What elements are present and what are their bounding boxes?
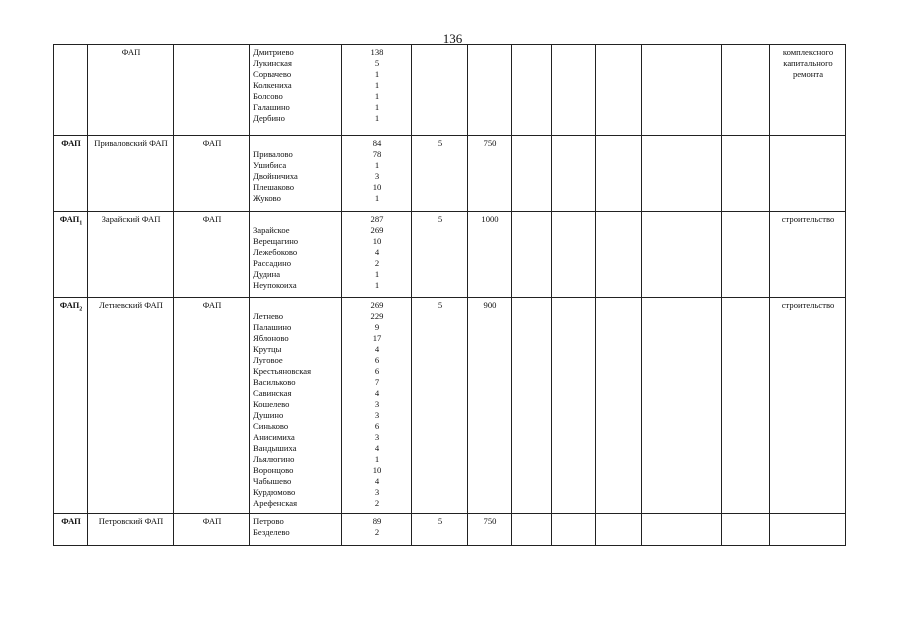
villages-list: [250, 136, 342, 212]
facilities-table: [53, 44, 846, 546]
population-count: 10: [372, 465, 382, 475]
village-name: Петрово: [253, 516, 284, 526]
population-count: 1: [374, 193, 380, 203]
population-count: 10: [372, 182, 382, 192]
village-name: Безделево: [253, 527, 290, 537]
population-count: 4: [374, 476, 380, 486]
population-count: 4: [374, 443, 380, 453]
population-count: 3: [374, 432, 380, 442]
capacity-value: 5: [412, 514, 468, 546]
village-name: Привалово: [253, 149, 293, 159]
empty-cell: [722, 298, 770, 514]
village-name: Плешаково: [253, 182, 295, 192]
village-name: Крутцы: [253, 344, 282, 354]
population-count: 17: [372, 333, 382, 343]
area-value: 750: [468, 136, 512, 212]
village-name: Дудина: [253, 269, 281, 279]
work-note: [770, 514, 846, 546]
village-name: Душино: [253, 410, 284, 420]
empty-cell: [642, 298, 722, 514]
population-count: 4: [374, 344, 380, 354]
village-name: Синьково: [253, 421, 289, 431]
facility-type: ФАП: [174, 514, 250, 546]
population-count: 89: [372, 516, 382, 526]
facility-type: ФАП: [174, 136, 250, 212]
villages-list: [250, 212, 342, 298]
empty-cell: [596, 136, 642, 212]
facility-code: [54, 212, 88, 298]
facility-name: Зарайский ФАП: [88, 212, 174, 298]
capacity-value: [412, 45, 468, 136]
empty-cell: [512, 45, 552, 136]
population-count: 1: [374, 69, 380, 79]
village-name: Верещагино: [253, 236, 299, 246]
villages-list: [250, 45, 342, 136]
village-name: Лежебоково: [253, 247, 298, 257]
village-name: Зарайское: [253, 225, 290, 235]
population-count: 4: [374, 247, 380, 257]
facility-code-text: ФАП: [61, 516, 81, 526]
village-name: Савинская: [253, 388, 292, 398]
population-count: 1: [374, 91, 380, 101]
facility-code-index: 2: [79, 306, 83, 313]
work-note: комплексного капитального ремонта: [770, 45, 846, 136]
villages-list: [250, 298, 342, 514]
facility-code: [54, 45, 88, 136]
population-count: 1: [374, 113, 380, 123]
empty-cell: [552, 298, 596, 514]
village-name: Ушибиса: [253, 160, 287, 170]
population-counts: [342, 298, 412, 514]
population-count: 269: [370, 300, 384, 310]
population-count: 2: [374, 498, 380, 508]
population-count: 1: [374, 280, 380, 290]
village-name: Колкениха: [253, 80, 292, 90]
area-value: 1000: [468, 212, 512, 298]
population-count: 138: [370, 47, 384, 57]
village-name: Летнево: [253, 311, 284, 321]
village-name: Лукинская: [253, 58, 292, 68]
village-name: Неупокоиха: [253, 280, 297, 290]
population-count: 287: [370, 214, 384, 224]
village-name: Дмитриево: [253, 47, 294, 57]
capacity-value: 5: [412, 212, 468, 298]
village-name: Двойничиха: [253, 171, 298, 181]
population-count: 9: [374, 322, 380, 332]
population-count: 269: [370, 225, 384, 235]
area-value: [468, 45, 512, 136]
area-value: 750: [468, 514, 512, 546]
page-number: 136: [442, 31, 463, 46]
village-name: Галашино: [253, 102, 290, 112]
empty-cell: [512, 298, 552, 514]
facility-code-text: ФАП: [59, 214, 80, 224]
population-count: 1: [374, 269, 380, 279]
work-note: строительство: [770, 212, 846, 298]
table-row: [54, 45, 846, 136]
table-row: [54, 136, 846, 212]
village-name: Палашино: [253, 322, 292, 332]
empty-cell: [722, 45, 770, 136]
empty-cell: [722, 514, 770, 546]
empty-cell: [642, 45, 722, 136]
population-count: 84: [372, 138, 382, 148]
population-count: 1: [374, 454, 380, 464]
population-count: 78: [372, 149, 382, 159]
population-count: 3: [374, 399, 380, 409]
village-name: Чабышево: [253, 476, 292, 486]
table-row: [54, 298, 846, 514]
capacity-value: 5: [412, 298, 468, 514]
village-name: Льялюгино: [253, 454, 295, 464]
empty-cell: [642, 212, 722, 298]
village-name: Яблоново: [253, 333, 289, 343]
village-name: Дербино: [253, 113, 285, 123]
population-count: 2: [374, 258, 380, 268]
facility-code: [54, 514, 88, 546]
village-name: Крестьяновская: [253, 366, 312, 376]
population-count: 3: [374, 410, 380, 420]
empty-cell: [596, 514, 642, 546]
population-count: 1: [374, 160, 380, 170]
area-value: 900: [468, 298, 512, 514]
empty-cell: [596, 45, 642, 136]
facility-code-text: ФАП: [61, 138, 81, 148]
population-count: 2: [374, 527, 380, 537]
table-row: [54, 514, 846, 546]
village-name: Болсово: [253, 91, 283, 101]
facility-type: [174, 45, 250, 136]
village-name: Сорвачево: [253, 69, 292, 79]
facility-name: Петровский ФАП: [88, 514, 174, 546]
village-name: Курдюмово: [253, 487, 296, 497]
empty-cell: [596, 212, 642, 298]
facility-name: Летневский ФАП: [88, 298, 174, 514]
facility-name: ФАП: [88, 45, 174, 136]
population-count: 229: [370, 311, 384, 321]
empty-cell: [642, 514, 722, 546]
table-row: [54, 212, 846, 298]
empty-cell: [512, 212, 552, 298]
work-note: [770, 136, 846, 212]
facility-code-text: ФАП: [59, 300, 80, 310]
empty-cell: [552, 514, 596, 546]
village-name: Арефенская: [253, 498, 298, 508]
population-count: 6: [374, 366, 380, 376]
empty-cell: [642, 136, 722, 212]
empty-cell: [722, 212, 770, 298]
village-name: Воронцово: [253, 465, 294, 475]
population-count: 3: [374, 487, 380, 497]
empty-cell: [512, 136, 552, 212]
population-count: 6: [374, 421, 380, 431]
facility-name: Приваловский ФАП: [88, 136, 174, 212]
empty-cell: [512, 514, 552, 546]
facility-type: ФАП: [174, 298, 250, 514]
village-name: Рассадино: [253, 258, 292, 268]
facility-code: [54, 136, 88, 212]
facility-type: ФАП: [174, 212, 250, 298]
village-name: Вандышиха: [253, 443, 297, 453]
empty-cell: [552, 212, 596, 298]
population-count: 10: [372, 236, 382, 246]
empty-cell: [552, 136, 596, 212]
village-name: Луговое: [253, 355, 283, 365]
facility-code-index: 1: [79, 220, 83, 227]
population-count: 6: [374, 355, 380, 365]
facility-code: [54, 298, 88, 514]
population-count: 1: [374, 80, 380, 90]
village-name: Жуково: [253, 193, 281, 203]
population-count: 1: [374, 102, 380, 112]
village-name: Кошелево: [253, 399, 290, 409]
village-name: Анисимиха: [253, 432, 295, 442]
population-counts: [342, 45, 412, 136]
villages-list: [250, 514, 342, 546]
population-counts: [342, 212, 412, 298]
village-name: Васильково: [253, 377, 296, 387]
population-counts: [342, 136, 412, 212]
empty-cell: [552, 45, 596, 136]
empty-cell: [722, 136, 770, 212]
population-counts: [342, 514, 412, 546]
capacity-value: 5: [412, 136, 468, 212]
population-count: 7: [374, 377, 380, 387]
population-count: 4: [374, 388, 380, 398]
population-count: 3: [374, 171, 380, 181]
work-note: строительство: [770, 298, 846, 514]
population-count: 5: [374, 58, 380, 68]
empty-cell: [596, 298, 642, 514]
